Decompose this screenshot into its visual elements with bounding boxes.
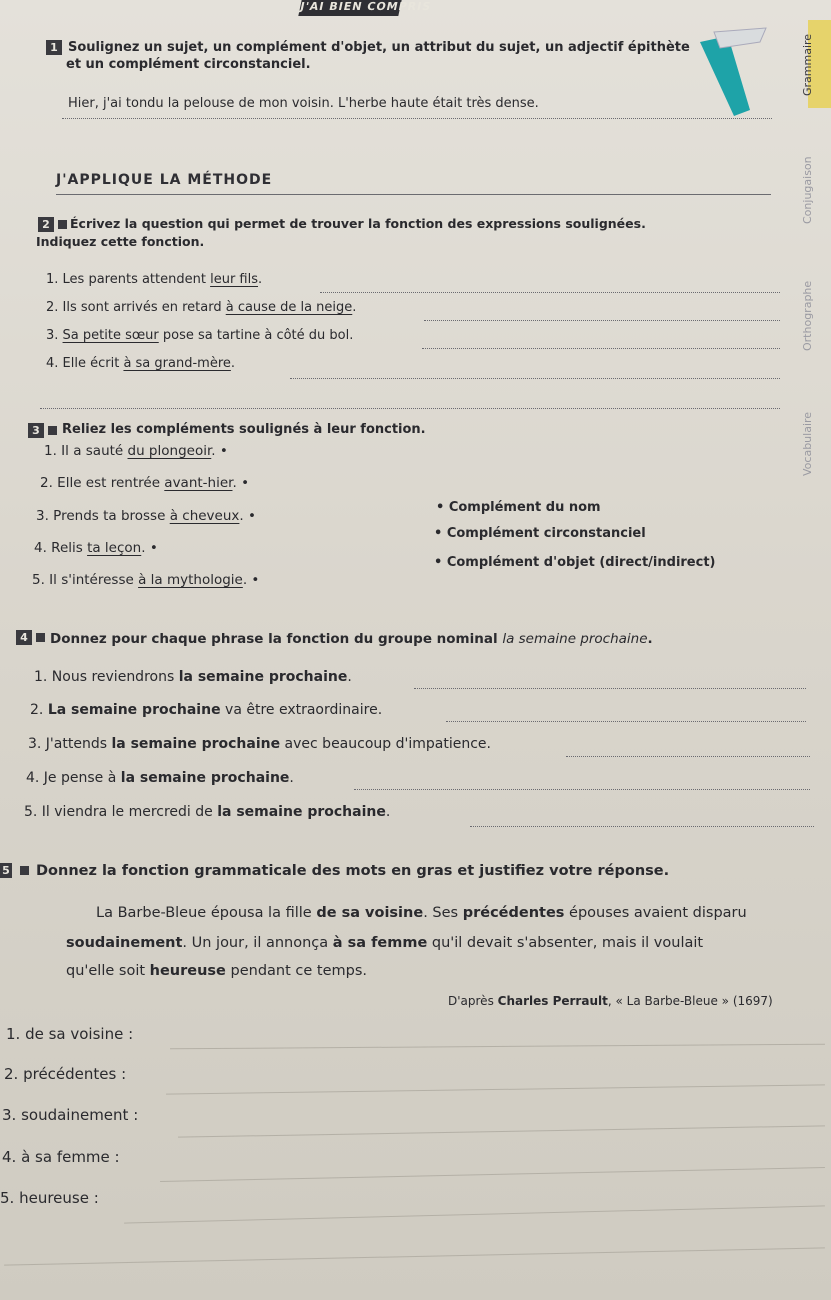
ex4-item-4-post: . xyxy=(289,770,294,786)
ex4-instruction-italic: la semaine prochaine xyxy=(502,631,648,647)
ex5-t3c: pendant ce temps. xyxy=(225,963,368,979)
ex2-instruction-line1: Écrivez la question qui permet de trouver la fonction des expressions soulignées. xyxy=(70,216,646,231)
ex4-item-5-post: . xyxy=(385,804,391,820)
ex3-item-2-underlined: avant-hier xyxy=(164,475,233,491)
ex5-answer-line-2[interactable] xyxy=(166,1084,825,1094)
ex3-number: 3 xyxy=(28,423,44,438)
ex2-item-2-post: . xyxy=(352,300,357,315)
ex4-item-1-answer[interactable] xyxy=(414,688,806,689)
ex5-source-pre: D'après xyxy=(448,994,498,1008)
ex5-bold-de-sa-voisine: de sa voisine xyxy=(316,905,424,921)
ex4-item-4-answer[interactable] xyxy=(354,789,810,790)
ex5-level-square xyxy=(20,866,29,875)
ex2-item-3-underlined: Sa petite sœur xyxy=(62,328,159,343)
ex4-item-5-pre: 5. Il viendra le mercredi de xyxy=(24,804,218,820)
ex2-item-4-post: . xyxy=(230,356,236,371)
ex2-number: 2 xyxy=(38,217,54,232)
ex3-item-3-post[interactable]: . • xyxy=(239,508,256,524)
ex2-item-3 xyxy=(46,328,353,343)
ex2-item-2-answer[interactable] xyxy=(424,320,780,321)
method-heading: J'APPLIQUE LA MÉTHODE xyxy=(56,172,273,188)
ex4-item-1 xyxy=(34,669,352,685)
ex5-bold-heureuse: heureuse xyxy=(149,963,226,979)
ex4-item-1-post: . xyxy=(347,669,352,685)
ex1-instruction-line2: et un complément circonstanciel. xyxy=(66,57,311,72)
ex2-extra-line[interactable] xyxy=(40,408,780,409)
ex5-instruction: Donnez la fonction grammaticale des mots en gras et justifiez votre réponse. xyxy=(36,863,670,879)
ex3-function-3[interactable]: • Complément d'objet (direct/indirect) xyxy=(434,555,716,570)
ex5-answer-label-5: 5. heureuse : xyxy=(0,1189,99,1207)
ex4-item-2-post: va être extraordinaire. xyxy=(220,702,383,718)
ex5-source xyxy=(448,994,773,1008)
ex2-item-1-post: . xyxy=(258,272,263,287)
ex4-item-3-answer[interactable] xyxy=(566,756,810,757)
ex5-answer-label-2: 2. précédentes : xyxy=(4,1065,127,1083)
ex2-item-4-pre: 4. Elle écrit xyxy=(46,356,124,371)
ex5-answer-label-1: 1. de sa voisine : xyxy=(6,1025,134,1043)
ex2-item-1-underlined: leur fils xyxy=(210,272,258,287)
ex4-item-4-pre: 4. Je pense à xyxy=(26,770,121,786)
ex3-level-square xyxy=(48,426,57,435)
ex3-item-4-pre: 4. Relis xyxy=(34,540,88,556)
ex5-t1c: . Ses xyxy=(423,905,463,921)
ex4-item-5-bold: la semaine prochaine xyxy=(217,804,386,820)
ex2-item-1-pre: 1. Les parents attendent xyxy=(46,272,211,287)
ex2-item-1 xyxy=(46,272,262,287)
sidebar-tab-grammaire[interactable]: Grammaire xyxy=(801,33,814,97)
ex5-t2d: qu'il devait s'absenter, mais il voulait xyxy=(427,935,704,951)
ex5-answer-label-4: 4. à sa femme : xyxy=(2,1148,120,1166)
ex3-item-3-underlined: à cheveux xyxy=(169,508,240,524)
ex3-item-4-post[interactable]: . • xyxy=(141,540,158,556)
ex4-item-3-bold: la semaine prochaine xyxy=(111,736,281,752)
ex5-t1a: La Barbe-Bleue épousa la fille xyxy=(96,905,317,921)
ex5-text-line3 xyxy=(66,963,367,979)
ex5-bold-soudainement: soudainement xyxy=(66,935,183,951)
ex5-source-author: Charles Perrault xyxy=(497,994,608,1008)
ex5-number: 5 xyxy=(0,863,12,878)
ex5-answer-line-4[interactable] xyxy=(160,1167,825,1182)
ex3-item-1-pre: 1. Il a sauté xyxy=(44,443,128,459)
ex2-item-1-answer[interactable] xyxy=(320,292,780,293)
ex4-item-4 xyxy=(26,770,294,786)
ex4-item-5 xyxy=(24,804,390,820)
ex5-t2b: . Un jour, il annonça xyxy=(182,935,333,951)
ex5-answer-line-1[interactable] xyxy=(170,1044,825,1050)
ex3-item-2 xyxy=(40,475,249,491)
ex5-bold-precedentes: précédentes xyxy=(462,905,565,921)
ex2-instruction-line2: Indiquez cette fonction. xyxy=(36,234,205,249)
ex3-function-1[interactable]: • Complément du nom xyxy=(436,500,601,515)
ex3-instruction: Reliez les compléments soulignés à leur fonction. xyxy=(62,422,426,437)
ex5-answer-label-3: 3. soudainement : xyxy=(2,1106,139,1124)
ex5-t1e: épouses avaient disparu xyxy=(564,905,747,921)
ex3-item-3 xyxy=(36,508,256,524)
ex2-item-2-underlined: à cause de la neige xyxy=(225,300,353,315)
ex3-item-4-underlined: ta leçon xyxy=(87,540,142,556)
ex5-bold-a-sa-femme: à sa femme xyxy=(332,935,428,951)
ex3-item-5-underlined: à la mythologie xyxy=(138,572,243,588)
method-heading-underline xyxy=(56,194,771,195)
sidebar-tab-conjugaison[interactable]: Conjugaison xyxy=(801,156,814,224)
ex3-function-2[interactable]: • Complément circonstanciel xyxy=(434,526,646,541)
sidebar-tab-orthographe[interactable]: Orthographe xyxy=(801,280,814,352)
ex1-sentence: Hier, j'ai tondu la pelouse de mon voisin. L'herbe haute était très dense. xyxy=(68,96,539,111)
ex5-t3a: qu'elle soit xyxy=(66,963,150,979)
header-title: J'AI BIEN COMPRIS xyxy=(298,0,433,13)
ex4-item-2 xyxy=(30,702,382,718)
ex2-item-3-answer[interactable] xyxy=(422,348,780,349)
ex3-item-4 xyxy=(34,540,158,556)
ex4-instruction-post: . xyxy=(647,631,653,647)
ex5-answer-line-5[interactable] xyxy=(124,1205,825,1223)
ex3-item-5 xyxy=(32,572,259,588)
ex4-item-4-bold: la semaine prochaine xyxy=(120,770,290,786)
ex5-source-post: , « La Barbe-Bleue » (1697) xyxy=(607,994,773,1008)
ex2-item-2-pre: 2. Ils sont arrivés en retard xyxy=(46,300,226,315)
ex1-number: 1 xyxy=(46,40,62,55)
ex4-item-2-bold: La semaine prochaine xyxy=(47,702,221,718)
ex4-item-5-answer[interactable] xyxy=(470,826,814,827)
ex3-item-2-pre: 2. Elle est rentrée xyxy=(40,475,165,491)
ex4-number: 4 xyxy=(16,630,32,645)
ex4-level-square xyxy=(36,633,45,642)
ex2-item-4 xyxy=(46,356,235,371)
ex5-text-line1 xyxy=(96,905,747,921)
ex3-item-1 xyxy=(44,443,228,459)
ex3-item-3-pre: 3. Prends ta brosse xyxy=(36,508,170,524)
ex2-item-3-pre: 3. xyxy=(46,328,63,343)
ex5-answer-line-3[interactable] xyxy=(178,1125,825,1137)
ex4-item-2-pre: 2. xyxy=(30,702,48,718)
ex4-item-1-pre: 1. Nous reviendrons xyxy=(34,669,179,685)
ex4-item-3-pre: 3. J'attends xyxy=(28,736,112,752)
ex2-item-2 xyxy=(46,300,356,315)
ex5-text-line2 xyxy=(66,935,703,951)
header-banner xyxy=(298,0,433,16)
ex4-item-2-answer[interactable] xyxy=(446,721,806,722)
pen-illustration xyxy=(690,20,780,120)
ex4-instruction-pre: Donnez pour chaque phrase la fonction du groupe nominal xyxy=(50,631,503,647)
ex1-instruction-line1: Soulignez un sujet, un complément d'objet, un attribut du sujet, un adjectif épithète xyxy=(68,40,690,55)
ex3-item-1-post[interactable]: . • xyxy=(211,443,228,459)
ex4-instruction xyxy=(50,631,653,647)
ex3-item-1-underlined: du plongeoir xyxy=(127,443,212,459)
ex1-answer-line[interactable] xyxy=(62,118,772,119)
ex2-item-4-underlined: à sa grand-mère xyxy=(123,356,231,371)
ex5-answer-line-6[interactable] xyxy=(4,1247,825,1265)
ex3-item-2-post[interactable]: . • xyxy=(232,475,250,491)
ex2-level-square xyxy=(58,220,67,229)
ex2-item-3-post: pose sa tartine à côté du bol. xyxy=(158,328,354,343)
ex3-item-5-post[interactable]: . • xyxy=(242,572,260,588)
ex4-item-3 xyxy=(28,736,491,752)
ex4-item-3-post: avec beaucoup d'impatience. xyxy=(280,736,491,752)
ex2-item-4-answer[interactable] xyxy=(290,378,780,379)
ex4-item-1-bold: la semaine prochaine xyxy=(178,669,348,685)
sidebar-tab-vocabulaire[interactable]: Vocabulaire xyxy=(801,411,814,477)
ex3-item-5-pre: 5. Il s'intéresse xyxy=(32,572,139,588)
